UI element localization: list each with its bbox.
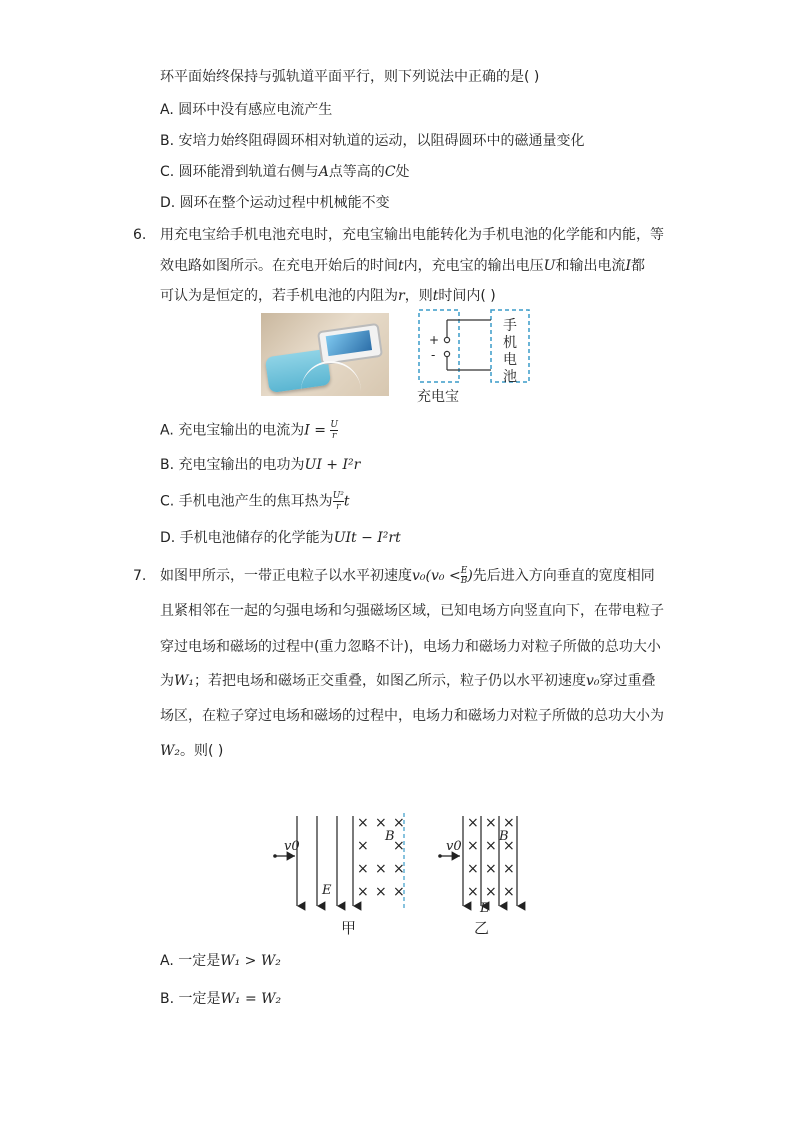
figure-jia	[266, 803, 416, 943]
q6-option-c: C. 手机电池产生的焦耳热为 $\frac{\text{U²}}{r}$ t	[160, 491, 350, 512]
caption-jia: 甲	[341, 919, 357, 937]
phone-label-1: 手	[503, 318, 517, 334]
circuit-caption: 充电宝	[417, 389, 459, 405]
figure-yi	[436, 803, 536, 943]
negative-terminal	[444, 351, 449, 356]
cross-mark: ×	[485, 838, 497, 854]
cross-mark: ×	[375, 884, 387, 900]
q7-option-a: A. 一定是W₁ > W₂	[160, 953, 281, 969]
e-label: E	[480, 901, 490, 916]
v0-label: v0	[446, 839, 462, 854]
cross-grid	[467, 815, 515, 900]
phone-label-4: 池	[503, 369, 517, 385]
phone-label-3: 电	[503, 352, 517, 368]
q6-option-b: B. 充电宝输出的电功为UI + I²r	[160, 457, 361, 473]
q7-line-2: 且紧相邻在一起的匀强电场和匀强磁场区域，已知电场方向竖直向下，在带电粒子	[160, 603, 664, 619]
cross-grid	[357, 815, 405, 900]
q5-stem-tail: 环平面始终保持与弧轨道平面平行，则下列说法中正确的是( )	[160, 69, 540, 85]
plus-label: +	[429, 333, 440, 347]
caption-yi: 乙	[474, 919, 490, 937]
q5-option-a: A. 圆环中没有感应电流产生	[160, 102, 333, 118]
q5-option-c: C. 圆环能滑到轨道右侧与A点等高的C处	[160, 164, 410, 180]
particle-dot	[273, 854, 277, 858]
cross-mark: ×	[357, 815, 369, 831]
q5-option-d: D. 圆环在整个运动过程中机械能不变	[160, 195, 390, 211]
q7-line-4: 为W₁；若把电场和磁场正交重叠，如图乙所示，粒子仍以水平初速度v₀穿过重叠	[160, 673, 656, 689]
q5-option-b: B. 安培力始终阻碍圆环相对轨道的运动，以阻碍圆环中的磁通量变化	[160, 133, 585, 149]
cross-mark: ×	[467, 815, 479, 831]
e-label: E	[322, 883, 332, 898]
v0-label: v0	[284, 839, 300, 854]
cross-mark: ×	[503, 838, 515, 854]
cross-mark: ×	[393, 884, 405, 900]
cross-mark: ×	[467, 861, 479, 877]
q6-line-3: 可认为是恒定的，若手机电池的内阻为r，则t时间内( )	[160, 288, 496, 304]
cross-mark: ×	[485, 861, 497, 877]
q7-line-3: 穿过电场和磁场的过程中(重力忽略不计)，电场力和磁场力对粒子所做的总功大小	[160, 639, 661, 655]
cross-mark: ×	[467, 838, 479, 854]
minus-label: -	[431, 348, 436, 362]
positive-terminal	[444, 337, 449, 342]
b-label: B	[499, 829, 509, 844]
cross-mark: ×	[503, 884, 515, 900]
q7-line-5: 场区，在粒子穿过电场和磁场的过程中，电场力和磁场力对粒子所做的总功大小为	[160, 708, 664, 724]
particle-dot	[438, 854, 442, 858]
q7-line-1: 如图甲所示，一带正电粒子以水平初速度v₀(v₀ < $\frac{E}{B}$ )先后进入方向垂直的宽度相同	[160, 565, 655, 586]
cross-mark: ×	[393, 815, 405, 831]
b-label: B	[385, 829, 395, 844]
cross-mark: ×	[503, 861, 515, 877]
cross-mark: ×	[375, 815, 387, 831]
cross-mark: ×	[375, 861, 387, 877]
q6-number: 6.	[133, 227, 147, 243]
cross-mark: ×	[393, 861, 405, 877]
cross-mark: ×	[357, 838, 369, 854]
q7-option-b: B. 一定是W₁ = W₂	[160, 991, 282, 1007]
cross-mark: ×	[485, 815, 497, 831]
q6-line-2: 效电路如图所示。在充电开始后的时间t内，充电宝的输出电压U和输出电流I都	[160, 258, 645, 274]
cross-mark: ×	[503, 815, 515, 831]
q7-line-6: W₂。则( )	[160, 743, 224, 759]
cross-mark: ×	[357, 884, 369, 900]
q7-number: 7.	[133, 568, 147, 584]
cross-mark: ×	[485, 884, 497, 900]
cross-mark: ×	[393, 838, 405, 854]
q6-option-a: A. 充电宝输出的电流为I = $\frac{U}{r}$	[160, 420, 338, 441]
phone-label-2: 机	[503, 335, 517, 351]
cross-mark: ×	[357, 861, 369, 877]
q6-option-d: D. 手机电池储存的化学能为UIt − I²rt	[160, 530, 401, 546]
phone-image	[317, 323, 383, 365]
cross-mark: ×	[467, 884, 479, 900]
charger-photo	[261, 313, 389, 396]
q6-line-1: 用充电宝给手机电池充电时，充电宝输出电能转化为手机电池的化学能和内能，等	[160, 227, 664, 243]
